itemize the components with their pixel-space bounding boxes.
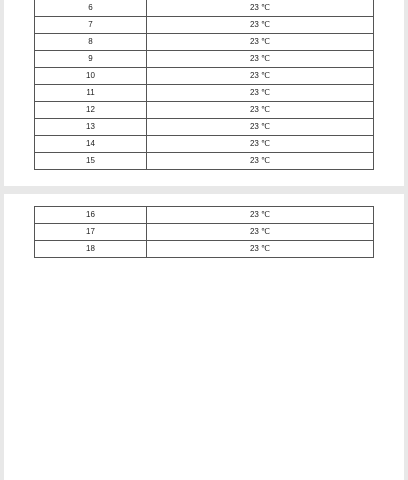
table-row	[35, 153, 374, 170]
temperature-table	[34, 206, 374, 258]
row-index-cell: 14	[35, 136, 147, 153]
temperature-cell: 23 ℃	[147, 241, 374, 258]
table-row	[35, 102, 374, 119]
temperature-table	[34, 0, 374, 170]
row-index-cell: 16	[35, 207, 147, 224]
document-page-1	[4, 0, 404, 186]
row-index-cell: 7	[35, 17, 147, 34]
temperature-cell: 23 ℃	[147, 68, 374, 85]
temperature-cell: 23 ℃	[147, 224, 374, 241]
temperature-cell: 23 ℃	[147, 207, 374, 224]
temperature-cell: 23 ℃	[147, 136, 374, 153]
row-index-cell: 15	[35, 153, 147, 170]
table-row	[35, 17, 374, 34]
table-row	[35, 224, 374, 241]
row-index-cell: 13	[35, 119, 147, 136]
row-index-cell: 18	[35, 241, 147, 258]
temperature-cell: 23 ℃	[147, 0, 374, 17]
document-page-2	[4, 194, 404, 480]
row-index-cell: 6	[35, 0, 147, 17]
row-index-cell: 9	[35, 51, 147, 68]
table-row	[35, 136, 374, 153]
row-index-cell: 11	[35, 85, 147, 102]
table-row	[35, 34, 374, 51]
table-row	[35, 68, 374, 85]
table-row	[35, 241, 374, 258]
row-index-cell: 17	[35, 224, 147, 241]
row-index-cell: 12	[35, 102, 147, 119]
temperature-cell: 23 ℃	[147, 85, 374, 102]
table-row	[35, 207, 374, 224]
row-index-cell: 10	[35, 68, 147, 85]
temperature-cell: 23 ℃	[147, 51, 374, 68]
temperature-cell: 23 ℃	[147, 102, 374, 119]
temperature-cell: 23 ℃	[147, 119, 374, 136]
temperature-cell: 23 ℃	[147, 34, 374, 51]
temperature-cell: 23 ℃	[147, 17, 374, 34]
table-row	[35, 51, 374, 68]
temperature-cell: 23 ℃	[147, 153, 374, 170]
table-row	[35, 85, 374, 102]
table-row	[35, 0, 374, 17]
table-row	[35, 119, 374, 136]
row-index-cell: 8	[35, 34, 147, 51]
